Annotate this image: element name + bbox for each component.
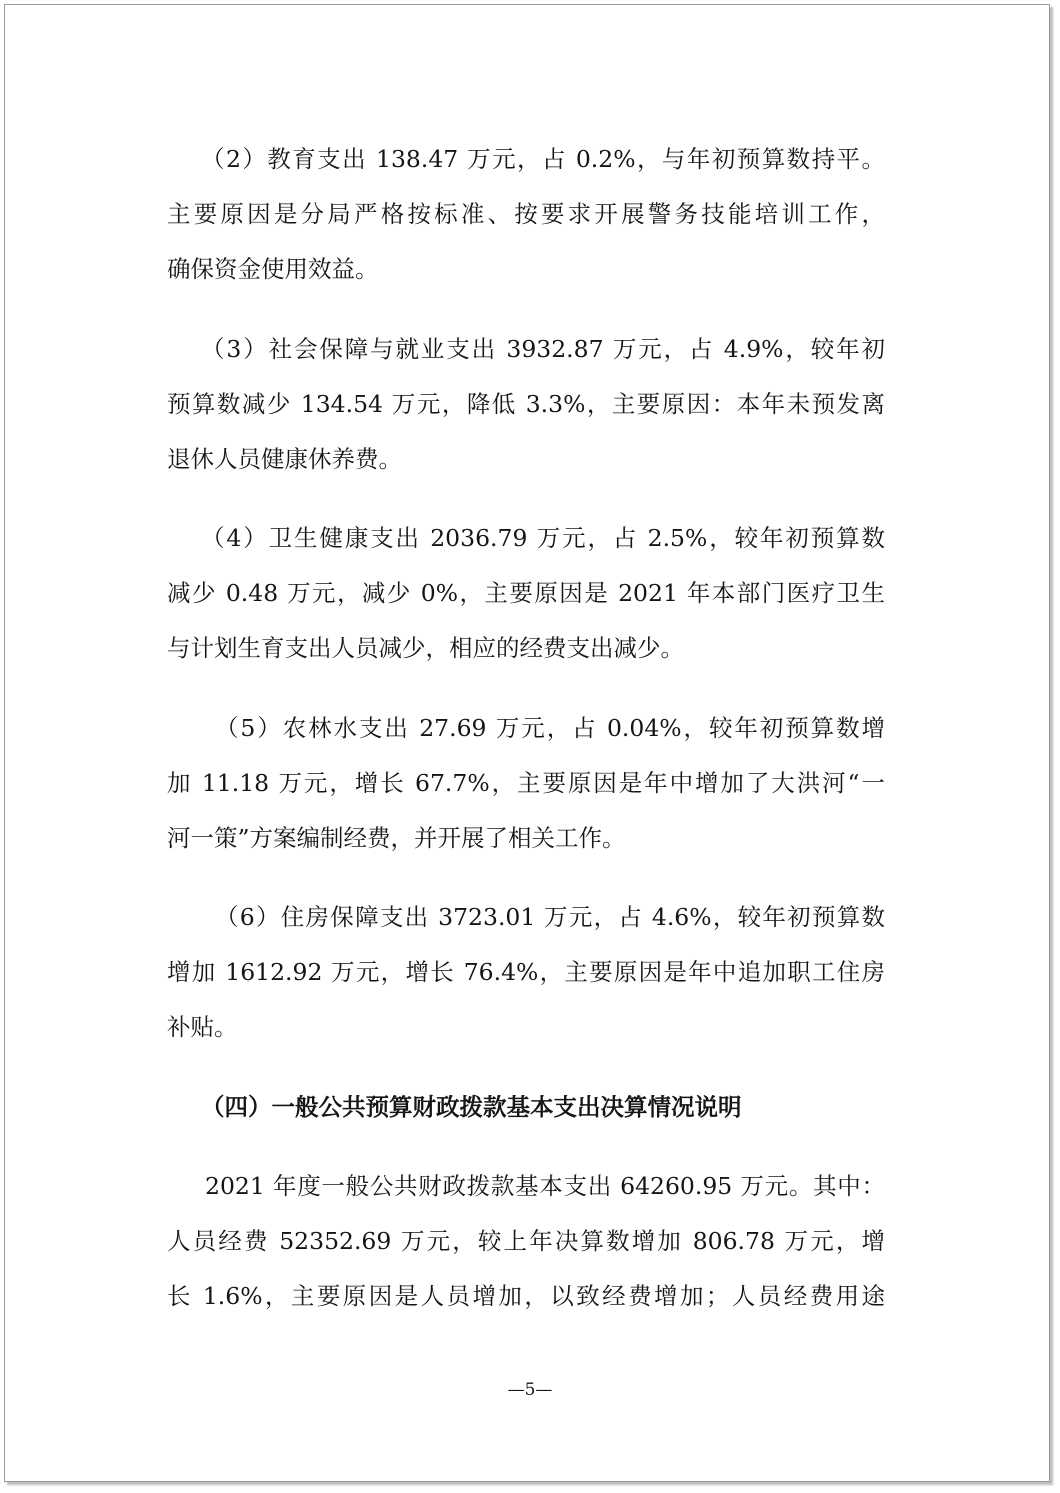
paragraph-line: 补贴。	[167, 1013, 238, 1041]
paragraph-line: 人员经费 52352.69 万元，较上年决算数增加 806.78 万元，增	[167, 1227, 885, 1255]
paragraph-line: 河一策”方案编制经费，并开展了相关工作。	[167, 823, 626, 852]
paragraph-agriculture-expenditure	[167, 701, 885, 866]
paragraph-health-expenditure	[167, 511, 885, 676]
paragraph-line: 长 1.6%，主要原因是人员增加，以致经费增加；人员经费用途	[167, 1282, 885, 1310]
paragraph-line: 与计划生育支出人员减少，相应的经费支出减少。	[167, 634, 684, 662]
paragraph-line: （2）教育支出 138.47 万元，占 0.2%，与年初预算数持平。	[201, 145, 885, 173]
paragraph-line: （5）农林水支出 27.69 万元，占 0.04%，较年初预算数增	[215, 713, 885, 742]
page-number: —5—	[507, 1380, 553, 1400]
page-content	[167, 132, 885, 1349]
paragraph-line: 减少 0.48 万元，减少 0%，主要原因是 2021 年本部门医疗卫生	[167, 579, 885, 607]
paragraph-line: 确保资金使用效益。	[167, 255, 379, 283]
paragraph-line: 预算数减少 134.54 万元，降低 3.3%，主要原因：本年未预发离	[167, 389, 885, 418]
paragraph-basic-expenditure	[167, 1159, 885, 1324]
paragraph-line: （6）住房保障支出 3723.01 万元，占 4.6%，较年初预算数	[215, 903, 885, 931]
paragraph-line: 增加 1612.92 万元，增长 76.4%，主要原因是年中追加职工住房	[167, 958, 885, 986]
paragraph-social-security-expenditure	[167, 322, 885, 487]
section-heading: （四）一般公共预算财政拨款基本支出决算情况说明	[201, 1092, 742, 1121]
paragraph-line: （4）卫生健康支出 2036.79 万元，占 2.5%，较年初预算数	[201, 524, 885, 552]
paragraph-line: 2021 年度一般公共财政拨款基本支出 64260.95 万元。其中：	[205, 1172, 885, 1200]
paragraph-line: 主要原因是分局严格按标准、按要求开展警务技能培训工作，	[167, 200, 885, 228]
paragraph-education-expenditure	[167, 132, 885, 297]
paragraph-line: 加 11.18 万元，增长 67.7%，主要原因是年中增加了大洪河“一	[167, 768, 885, 797]
paragraph-line: （3）社会保障与就业支出 3932.87 万元，占 4.9%，较年初	[201, 334, 885, 363]
paragraph-line: 退休人员健康休养费。	[167, 444, 402, 473]
paragraph-housing-expenditure	[167, 890, 885, 1055]
